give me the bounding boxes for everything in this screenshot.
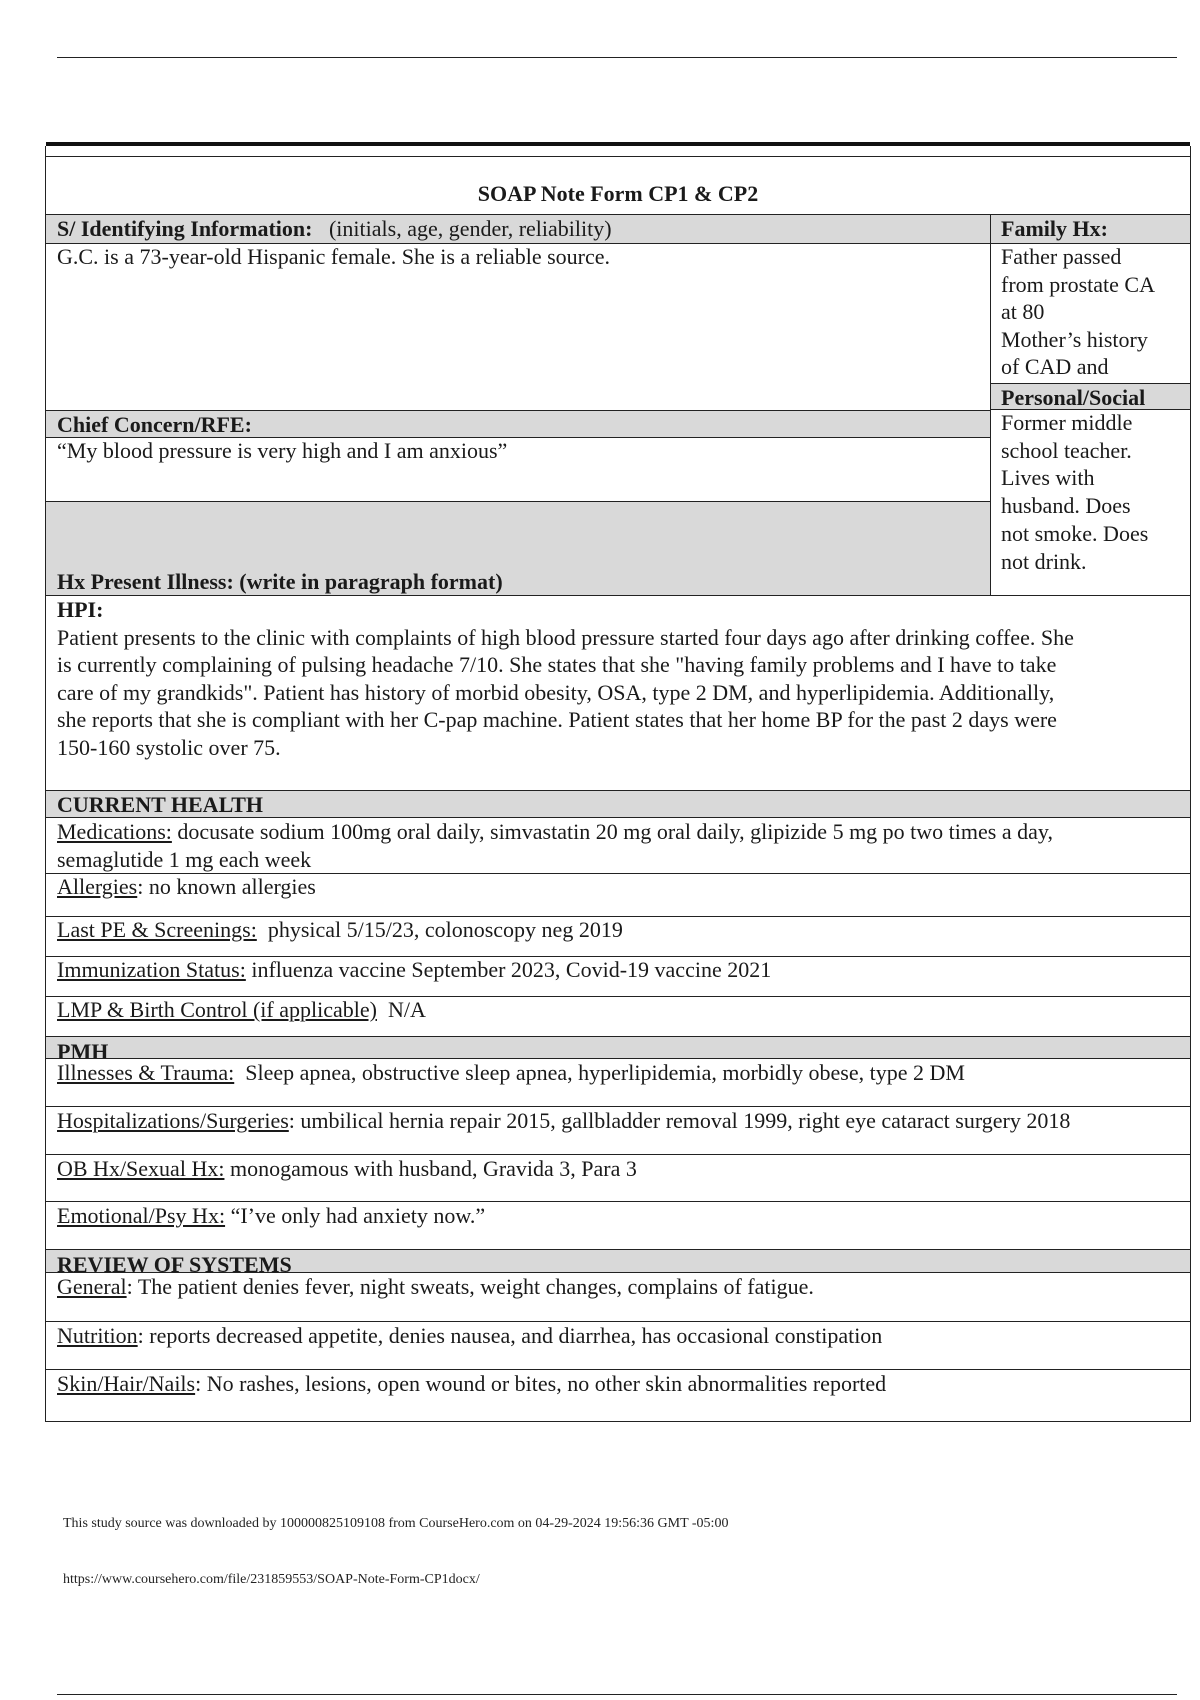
personal-social-line: husband. Does (1001, 493, 1131, 519)
last-pe-text: physical 5/15/23, colonoscopy neg 2019 (256, 917, 623, 942)
form-title: SOAP Note Form CP1 & CP2 (477, 181, 759, 206)
allergies-label: Allergies (57, 874, 138, 899)
page-top-rule (57, 57, 1177, 58)
medications-row (46, 818, 1190, 873)
pmh-header: PMH (46, 1037, 1190, 1058)
hospitalizations-text: : umbilical hernia repair 2015, gallbladder removal 1999, right eye cataract surgery 2018 (288, 1108, 1071, 1133)
personal-social-line: Lives with (1001, 465, 1095, 491)
immunization-row (46, 956, 1190, 984)
allergies-row (46, 873, 1190, 901)
medications-text: docusate sodium 100mg oral daily, simvastatin 20 mg oral daily, glipizide 5 mg po two times a day, (171, 819, 1053, 844)
hpi-line: she reports that she is compliant with her C-pap machine. Patient states that her home BP for the past 2 days were (57, 707, 1057, 732)
medications-label: Medications: (57, 819, 172, 844)
lmp-label: LMP & Birth Control (if applicable) (57, 997, 377, 1022)
form-top-border (46, 142, 1190, 146)
ros-skin-label: Skin/Hair/Nails (57, 1371, 196, 1396)
family-hx-line: at 80 (1001, 299, 1045, 324)
immunization-text: influenza vaccine September 2023, Covid-19 vaccine 2021 (245, 957, 772, 982)
last-pe-label: Last PE & Screenings: (57, 917, 257, 942)
chief-concern-header: Chief Concern/RFE: (46, 411, 990, 437)
hx-present-illness-header (46, 502, 990, 595)
personal-social-line: school teacher. (1001, 437, 1132, 463)
hpi-line: 150-160 systolic over 75. (57, 734, 281, 760)
family-hx-line: of CAD and (1001, 354, 1109, 379)
ob-hx-text: monogamous with husband, Gravida 3, Para 3 (224, 1156, 637, 1181)
ros-nutrition-label: Nutrition (57, 1323, 138, 1348)
hpi-section (46, 596, 1190, 761)
identifying-info-text: G.C. is a 73-year-old Hispanic female. She is a reliable source. (57, 244, 611, 269)
ob-hx-row (46, 1155, 1190, 1183)
family-hx-line: Father passed (1001, 244, 1122, 269)
family-hx-header: Family Hx: (990, 215, 1190, 243)
hpi-line: Patient presents to the clinic with complaints of high blood pressure started four days ago after drinking coffee. She (57, 624, 1074, 650)
illnesses-row (46, 1059, 1190, 1087)
personal-social-line: Former middle (1001, 410, 1133, 435)
personal-social-line: not smoke. Does (1001, 520, 1149, 546)
ros-nutrition-text: : reports decreased appetite, denies nausea, and diarrhea, has occasional constipation (137, 1323, 883, 1348)
allergies-text: : no known allergies (137, 874, 316, 899)
identifying-info-header (46, 215, 990, 243)
ob-hx-label: OB Hx/Sexual Hx: (57, 1156, 225, 1181)
illnesses-label: Illnesses & Trauma: (57, 1060, 235, 1085)
identifying-info-hint: (initials, age, gender, reliability) (328, 216, 612, 241)
personal-social-text (990, 409, 1190, 575)
soap-note-form (45, 146, 1191, 1422)
ros-general-label: General (57, 1274, 127, 1299)
column-divider (990, 215, 991, 595)
hpi-line: care of my grandkids". Patient has history of morbid obesity, OSA, type 2 DM, and hyperlipidemia. Additionally, (57, 679, 1055, 705)
family-hx-text (990, 243, 1190, 381)
hpi-label: HPI: (57, 597, 104, 622)
emotional-hx-text: “I’ve only had anxiety now.” (225, 1203, 486, 1228)
download-note: This study source was downloaded by 100000825109108 from CourseHero.com on 04-29-2024 19:56:36 GMT -05:00 (63, 1516, 729, 1531)
hx-present-illness-label: Hx Present Illness: (write in paragraph format) (57, 568, 503, 594)
immunization-label: Immunization Status: (57, 957, 246, 982)
ros-nutrition-row (46, 1322, 1190, 1350)
lmp-text: N/A (376, 997, 426, 1022)
hospitalizations-row (46, 1107, 1190, 1135)
emotional-hx-label: Emotional/Psy Hx: (57, 1203, 226, 1228)
illnesses-text: Sleep apnea, obstructive sleep apnea, hyperlipidemia, morbidly obese, type 2 DM (234, 1060, 965, 1085)
identifying-info-label: S/ Identifying Information: (57, 216, 313, 241)
family-hx-line: from prostate CA (1001, 271, 1155, 297)
ros-general-row (46, 1273, 1190, 1301)
ros-header: REVIEW OF SYSTEMS (46, 1250, 1190, 1272)
ros-general-text: : The patient denies fever, night sweats, weight changes, complains of fatigue. (126, 1274, 814, 1299)
lmp-row (46, 996, 1190, 1024)
ros-skin-text: : No rashes, lesions, open wound or bites, no other skin abnormalities reported (195, 1371, 887, 1396)
page-bottom-rule (57, 1694, 1177, 1695)
personal-social-header: Personal/Social (990, 384, 1190, 409)
form-top-inner-border (46, 156, 1190, 157)
last-pe-row (46, 916, 1190, 944)
emotional-hx-row (46, 1202, 1190, 1230)
ros-skin-row (46, 1370, 1190, 1398)
source-url[interactable]: https://www.coursehero.com/file/231859553/SOAP-Note-Form-CP1docx/ (63, 1572, 480, 1587)
personal-social-line: not drink. (1001, 548, 1087, 574)
chief-concern-text: “My blood pressure is very high and I am anxious” (57, 438, 508, 463)
hospitalizations-label: Hospitalizations/Surgeries (57, 1108, 289, 1133)
medications-text-cont: semaglutide 1 mg each week (57, 846, 312, 872)
family-hx-line: Mother’s history (1001, 326, 1148, 352)
current-health-header: CURRENT HEALTH (46, 791, 1190, 817)
hpi-line: is currently complaining of pulsing headache 7/10. She states that she "having family problems and I have to take (57, 652, 1057, 677)
